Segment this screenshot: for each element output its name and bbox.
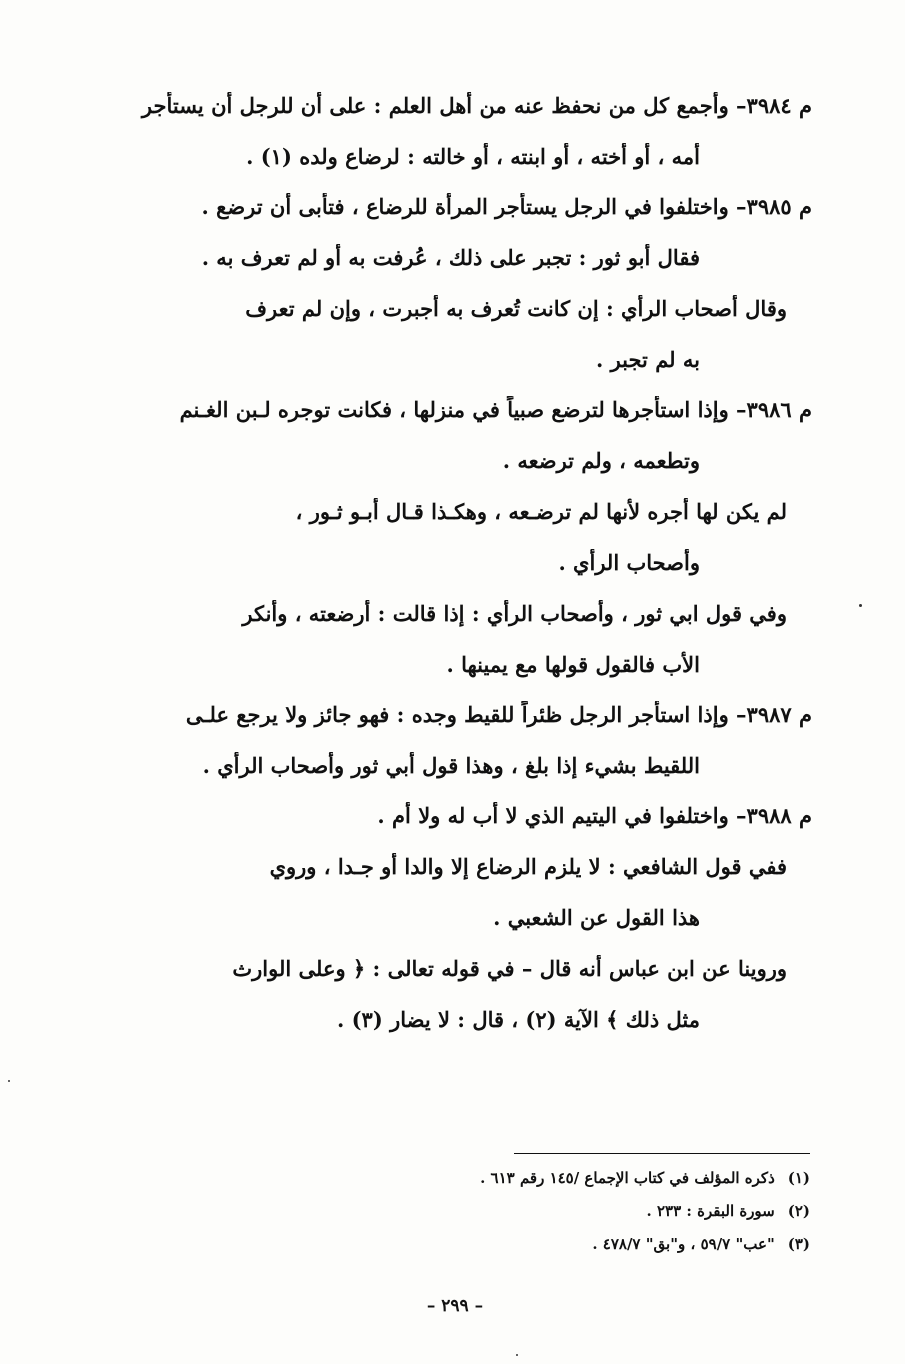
entry-3987	[98, 701, 812, 780]
scan-speck	[8, 1080, 10, 1082]
text-line: ففي قول الشافعي : لا يلزم الرضاع إلا والدا أو جـدا ، وروي	[269, 854, 787, 879]
text-line: مثل ذلك ﴾ الآية (٢) ، قال : لا يضار (٣) .	[336, 1007, 700, 1032]
footnote-divider	[514, 1153, 810, 1154]
footnote-text: ذكره المؤلف في كتاب الإجماع /١٤٥ رقم ٦١٣ .	[480, 1169, 775, 1187]
footnote-2	[380, 1201, 810, 1221]
entry-3986	[98, 396, 812, 679]
page-number: – ٢٩٩ –	[426, 1296, 484, 1316]
text-line: م ٣٩٨٤– وأجمع كل من نحفظ عنه من أهل العلم : على أن للرجل أن يستأجر	[141, 93, 812, 118]
footnotes	[380, 1168, 810, 1267]
text-line: هذا القول عن الشعبي .	[493, 905, 700, 930]
text-line: وتطعمه ، ولم ترضعه .	[502, 448, 700, 473]
footnote-text: "عب" ٥٩/٧ ، و"بق" ٤٧٨/٧ .	[592, 1235, 775, 1253]
text-line: م ٣٩٨٧– وإذا استأجر الرجل ظئراً للقيط وجده : فهو جائز ولا يرجع علـى	[185, 702, 812, 727]
text-line: م ٣٩٨٥– واختلفوا في الرجل يستأجر المرأة للرضاع ، فتأبى أن ترضع .	[201, 194, 812, 219]
footnote-3	[380, 1234, 810, 1254]
text-line: م ٣٩٨٦– وإذا استأجرها لترضع صبياً في منزلها ، فكانت توجره لـبن الغـنم	[179, 397, 812, 422]
main-text	[98, 92, 812, 1056]
text-line: وفي قول ابي ثور ، وأصحاب الرأي : إذا قالت : أرضعته ، وأنكر	[242, 601, 787, 626]
footnote-text: سورة البقرة : ٢٣٣ .	[646, 1202, 775, 1220]
footnote-number: (٣)	[787, 1235, 810, 1253]
text-line: وروينا عن ابن عباس أنه قال – في قوله تعالى : ﴿ وعلى الوارث	[232, 956, 787, 981]
footnote-1	[380, 1168, 810, 1188]
text-line: وأصحاب الرأي .	[558, 550, 700, 575]
footnote-number: (١)	[787, 1169, 810, 1187]
scan-speck	[516, 1354, 518, 1356]
text-line: أمه ، أو أخته ، أو ابنته ، أو خالته : لرضاع ولده (١) .	[246, 144, 700, 169]
entry-3988	[98, 802, 812, 1034]
scan-speck	[859, 604, 862, 607]
text-line: به لم تجبر .	[595, 347, 700, 372]
entry-3985	[98, 193, 812, 374]
entry-3984	[98, 92, 812, 171]
text-line: م ٣٩٨٨– واختلفوا في اليتيم الذي لا أب له ولا أم .	[377, 803, 812, 828]
text-line: اللقيط بشيء إذا بلغ ، وهذا قول أبي ثور وأصحاب الرأي .	[202, 753, 700, 778]
text-line: الأب فالقول قولها مع يمينها .	[446, 652, 700, 677]
text-line: وقال أصحاب الرأي : إن كانت تُعرف به أجبرت ، وإن لم تعرف	[245, 296, 787, 321]
text-line: فقال أبو ثور : تجبر على ذلك ، عُرفت به أو لم تعرف به .	[201, 245, 700, 270]
text-line: لم يكن لها أجره لأنها لم ترضـعه ، وهكـذا قـال أبـو ثـور ،	[295, 499, 787, 524]
footnote-number: (٢)	[787, 1202, 810, 1220]
